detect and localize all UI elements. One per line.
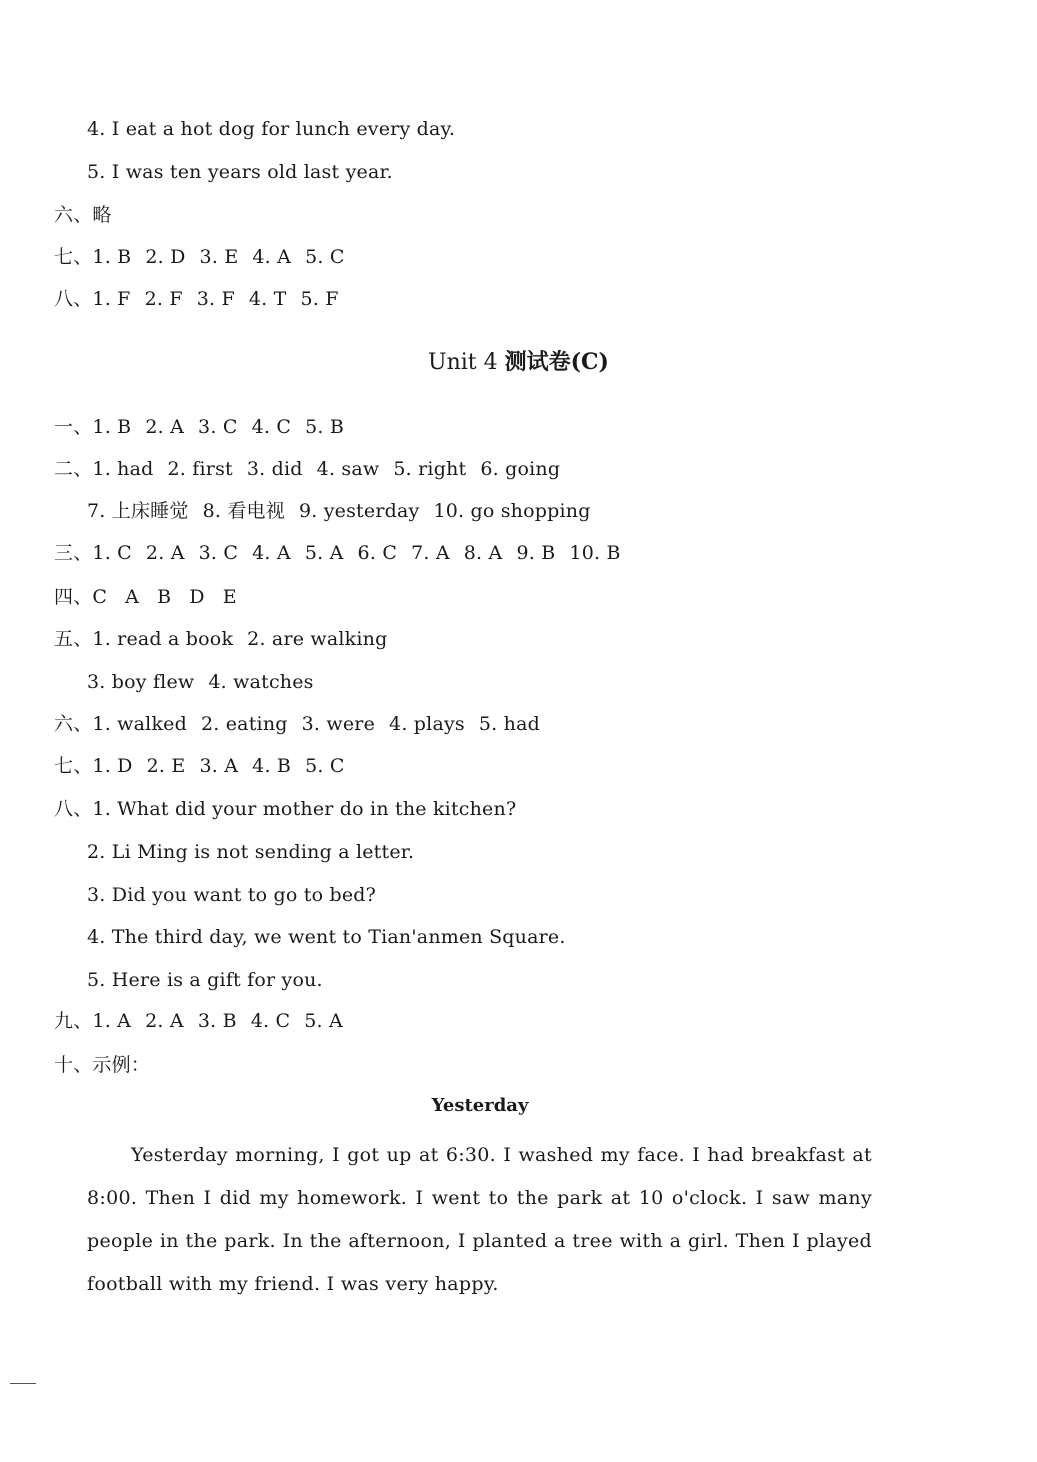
- answer-item: 3. B: [197, 1010, 237, 1032]
- answer-item: 6. going: [480, 458, 561, 480]
- answer-item: 2. A: [145, 1010, 184, 1032]
- section-label: 八、: [54, 288, 93, 310]
- answer-item: 8. A: [463, 542, 503, 564]
- section-2-row-2: [87, 499, 591, 523]
- section-8-line-5: 5. Here is a gift for you.: [87, 969, 323, 991]
- answer-item: 2. first: [167, 458, 233, 480]
- answer-item: 3. C: [198, 416, 238, 438]
- answer-item: 5. C: [305, 246, 345, 268]
- section-label: 七、: [54, 755, 93, 777]
- answer-item: 4. A: [252, 542, 291, 564]
- answer-line: 5. I was ten years old last year.: [87, 161, 393, 183]
- section-6-prev: [54, 203, 112, 227]
- section-label: 八、: [54, 798, 93, 820]
- answer-item: 1. F: [92, 288, 131, 310]
- answer-item: 1. B: [92, 246, 132, 268]
- answer-item: 3. F: [196, 288, 235, 310]
- section-8-line-2: 2. Li Ming is not sending a letter.: [87, 841, 415, 863]
- answer-item: 3. C: [198, 542, 239, 564]
- answer-item: 3. A: [199, 755, 239, 777]
- answer-item: 8. 看电视: [202, 500, 285, 522]
- section-label: 三、: [54, 542, 93, 564]
- answer-item: D: [189, 586, 205, 608]
- title-cn: 测试卷(C): [504, 349, 609, 375]
- answer-item: A: [125, 586, 140, 608]
- essay-title: Yesterday: [431, 1095, 529, 1116]
- answer-item: 3. did: [246, 458, 303, 480]
- answer-item: 9. yesterday: [298, 500, 420, 522]
- section-6: [54, 712, 540, 736]
- answer-item: 5. A: [304, 542, 344, 564]
- section-label: 一、: [54, 416, 93, 438]
- answer-item: 5. had: [478, 713, 540, 735]
- answer-item: 5. C: [305, 755, 345, 777]
- answer-item: 1. read a book: [92, 628, 234, 650]
- section-label: 五、: [54, 628, 93, 650]
- section-9: [54, 1009, 343, 1033]
- section-label: 九、: [54, 1010, 93, 1032]
- answer-item: 1. D: [92, 755, 133, 777]
- section-label: 七、: [54, 246, 93, 268]
- title-en: Unit 4: [428, 350, 505, 375]
- answer-line: 4. I eat a hot dog for lunch every day.: [87, 118, 456, 140]
- section-label: 二、: [54, 458, 93, 480]
- answer-item: 2. A: [145, 542, 185, 564]
- answer-text: 1. What did your mother do in the kitchen?: [92, 798, 517, 820]
- answer-item: 2. are walking: [247, 628, 388, 650]
- answer-text: 略: [92, 204, 112, 226]
- answer-item: 3. E: [199, 246, 239, 268]
- section-label: 六、: [54, 204, 93, 226]
- section-7-prev: [54, 245, 345, 269]
- answer-item: 7. A: [411, 542, 450, 564]
- footer-rule: [10, 1383, 36, 1384]
- answer-item: 2. eating: [200, 713, 288, 735]
- section-8-line-3: 3. Did you want to go to bed?: [87, 884, 377, 906]
- answer-item: 1. B: [92, 416, 132, 438]
- answer-item: 5. right: [393, 458, 467, 480]
- answer-item: 1. A: [92, 1010, 132, 1032]
- answer-item: 10. go shopping: [433, 500, 591, 522]
- answer-item: 2. D: [145, 246, 186, 268]
- section-8-line-1: [54, 797, 516, 821]
- answer-text: 示例：: [92, 1054, 151, 1076]
- answer-item: 4. C: [251, 416, 292, 438]
- answer-item: E: [222, 586, 237, 608]
- essay-body: Yesterday morning, I got up at 6:30. I washed my face. I had breakfast at 8:00. Then I did my homework. I went to the park at 10 o'clock. I saw many people in the park. In the afternoon, I planted a tree with a girl. Then I played football with my friend. I was very happy.: [87, 1144, 872, 1295]
- answer-item: 5. B: [305, 416, 345, 438]
- answer-item: 3. boy flew: [87, 671, 195, 693]
- answer-item: 4. saw: [316, 458, 380, 480]
- answer-item: 1. walked: [92, 713, 187, 735]
- answer-item: 7. 上床睡觉: [87, 500, 189, 522]
- answer-item: 5. F: [300, 288, 339, 310]
- section-1: [54, 415, 344, 439]
- answer-item: 6. C: [357, 542, 398, 564]
- answer-item: 5. A: [304, 1010, 343, 1032]
- answer-item: 3. were: [301, 713, 376, 735]
- answer-item: C: [92, 586, 108, 608]
- answer-item: 1. C: [92, 542, 132, 564]
- page-title: [0, 348, 1037, 377]
- section-2-row-1: [54, 457, 560, 481]
- answer-item: 4. B: [252, 755, 292, 777]
- answer-item: 10. B: [569, 542, 621, 564]
- section-7: [54, 754, 345, 778]
- answer-item: 4. A: [252, 246, 292, 268]
- answer-item: 4. plays: [389, 713, 465, 735]
- section-label: 十、: [54, 1054, 93, 1076]
- answer-item: 9. B: [516, 542, 556, 564]
- answer-item: 2. A: [145, 416, 185, 438]
- section-10: [54, 1053, 150, 1077]
- section-5-row-2: [87, 670, 314, 694]
- answer-item: 4. T: [248, 288, 287, 310]
- section-8-line-4: 4. The third day, we went to Tian'anmen Square.: [87, 926, 566, 948]
- section-label: 六、: [54, 713, 93, 735]
- section-label: 四、: [54, 586, 93, 608]
- answer-item: 4. C: [250, 1010, 291, 1032]
- section-5-row-1: [54, 627, 387, 651]
- answer-item: 2. E: [146, 755, 186, 777]
- answer-item: B: [157, 586, 172, 608]
- answer-item: 1. had: [92, 458, 154, 480]
- section-4: [54, 585, 237, 609]
- answer-item: 4. watches: [208, 671, 314, 693]
- answer-item: 2. F: [144, 288, 183, 310]
- section-8-prev: [54, 287, 339, 311]
- section-3: [54, 541, 621, 565]
